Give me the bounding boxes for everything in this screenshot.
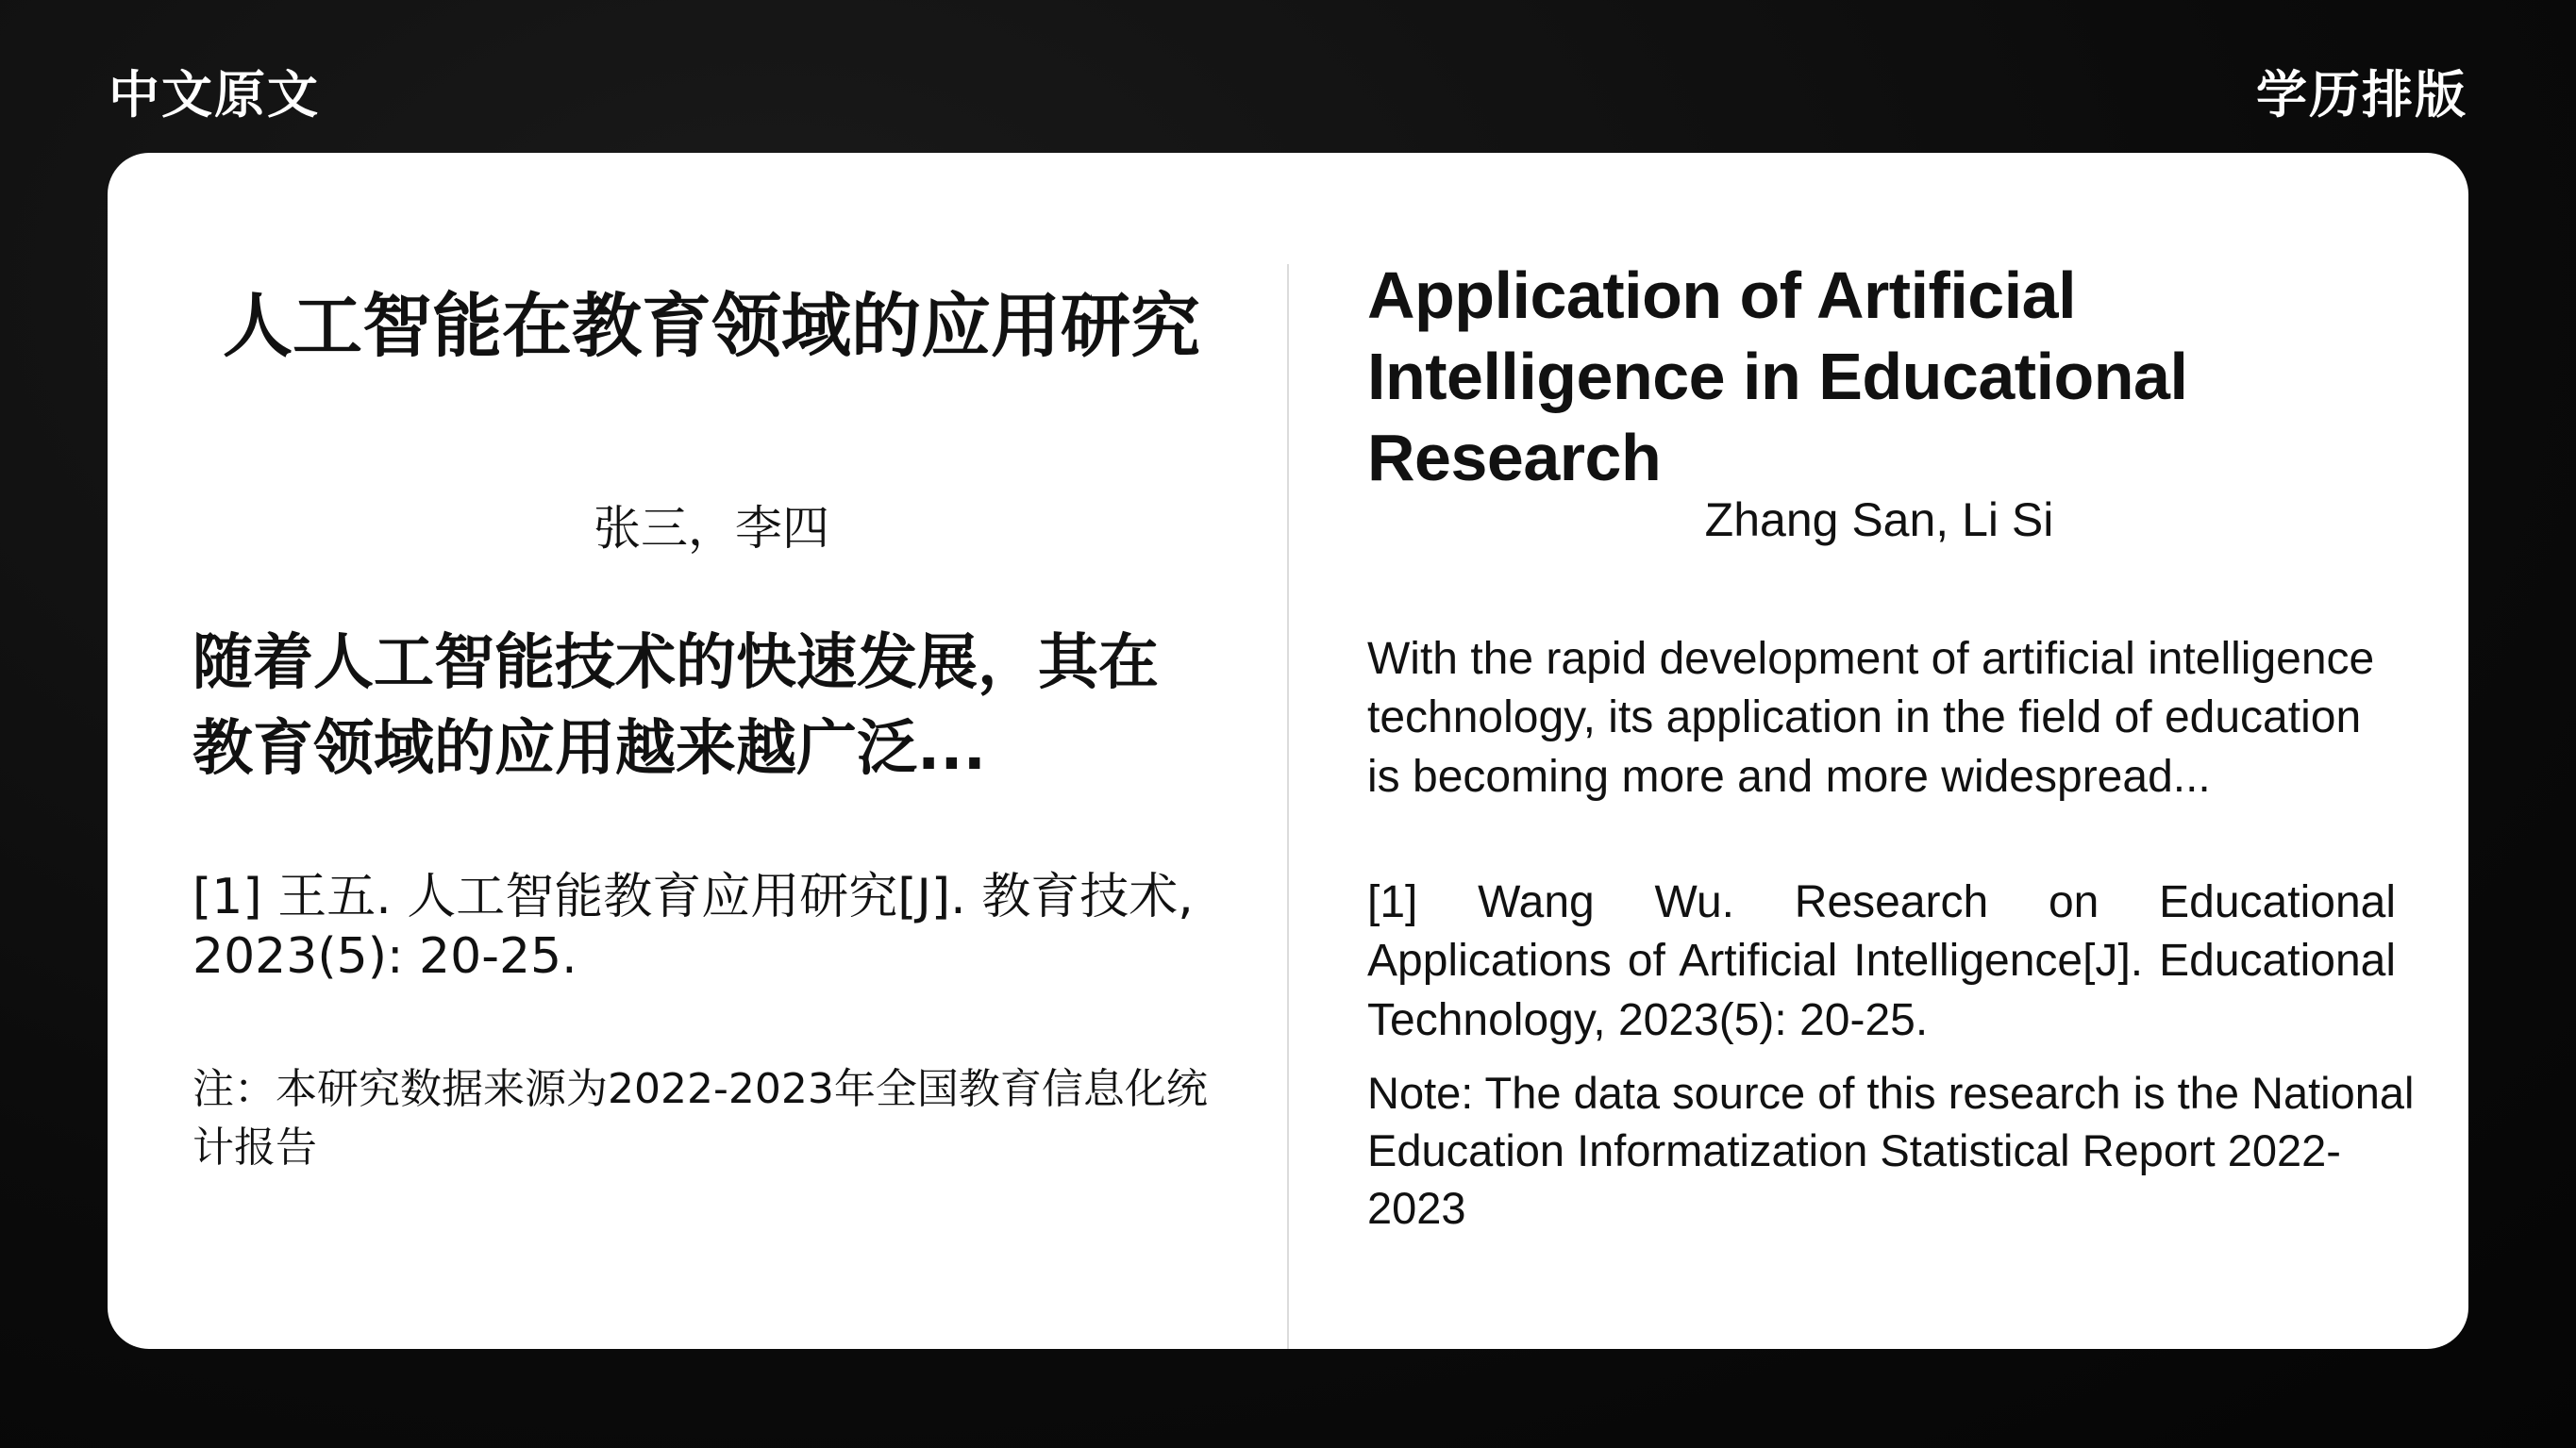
column-divider: [1287, 264, 1289, 1349]
translation-note: Note: The data source of this research is the National Education Informatization Statistical Report 2022-2023: [1367, 1068, 2415, 1234]
translation-abstract: With the rapid development of artificial intelligence technology, its application in the field of education is becoming more and more widespread...: [1367, 634, 2375, 802]
translation-title: Application of Artificial Intelligence in Educational Research: [1367, 258, 2188, 495]
original-reference: [1] 王五. 人工智能教育应用研究[J]. 教育技术, 2023(5): 20-25.: [192, 869, 1194, 986]
original-note: 注：本研究数据来源为2022-2023年全国教育信息化统计报告: [192, 1065, 1208, 1172]
original-text-label: 中文原文: [109, 65, 320, 125]
translation-authors: Zhang San, Li Si: [1704, 493, 2054, 546]
original-abstract: 随着人工智能技术的快速发展，其在教育领域的应用越来越广泛...: [192, 628, 1159, 784]
comparison-card: [108, 153, 2468, 1349]
original-authors: 张三，李四: [594, 501, 829, 556]
translation-reference: [1] Wang Wu. Research on Educational Applications of Artificial Intelligence[J]. Educational Technology, 2023(5): 20-25.: [1367, 877, 2396, 1045]
original-title: 人工智能在教育领域的应用研究: [223, 286, 1200, 367]
formatted-text-label: 学历排版: [2256, 65, 2467, 125]
